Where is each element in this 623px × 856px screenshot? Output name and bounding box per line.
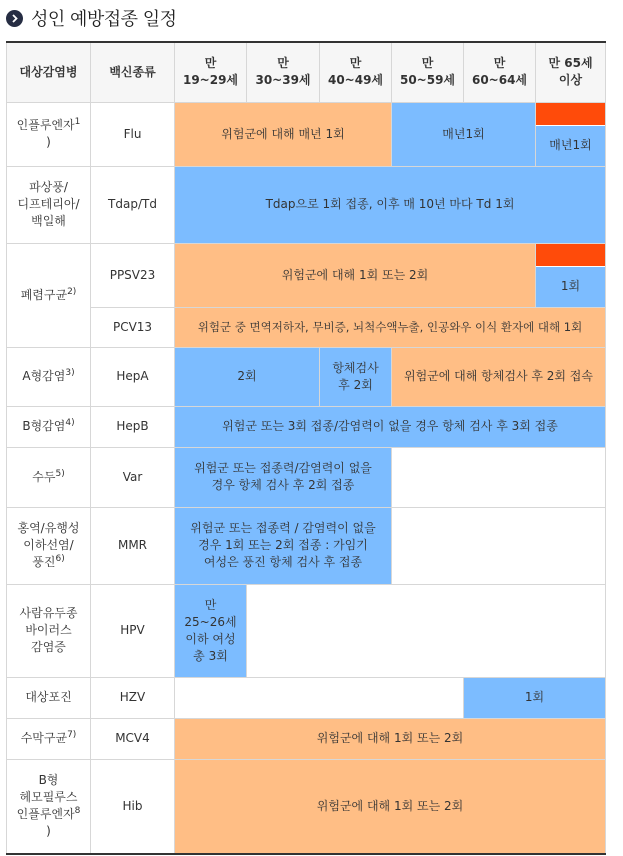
vaccine-cell: Hib [91,759,175,854]
empty-cell [247,584,606,677]
disease-cell: 인플루엔자$^1$ ) [7,102,91,166]
vaccine-cell: PCV13 [91,307,175,347]
disease-cell: 대상포진 [7,677,91,718]
empty-cell [175,677,464,718]
schedule-cell: 항체검사 후 2회 [320,347,392,406]
vaccine-cell: Tdap/Td [91,166,175,243]
schedule-cell: 2회 [175,347,320,406]
schedule-cell: 매년1회 [392,102,536,166]
title-text: 성인 예방접종 일정 [31,9,177,30]
table-row-mcv4 [7,718,606,759]
vaccine-cell: HPV [91,584,175,677]
header-vaccine: 백신종류 [91,42,175,102]
schedule-cell: 위험군에 대해 1회 또는 2회 [175,243,536,307]
disease-cell: 수막구균$^{7)}$ [7,718,91,759]
table-row-ppsv23 [7,243,606,307]
header-disease: 대상감염병 [7,42,91,102]
vaccine-cell: PPSV23 [91,243,175,307]
schedule-cell: 위험군에 대해 1회 또는 2회 [175,759,606,854]
schedule-cell: 위험군에 대해 매년 1회 [175,102,392,166]
chevron-right-icon [6,10,23,27]
header-age-30-39: 만 30~39세 [247,42,320,102]
vaccination-schedule-table [6,41,606,855]
vaccine-cell: Var [91,447,175,507]
table-row-flu [7,102,606,166]
header-age-19-29: 만 19~29세 [175,42,247,102]
page-title [6,6,177,30]
table-row-mmr [7,507,606,584]
table-row-hpv [7,584,606,677]
high-risk-marker [536,103,605,125]
vaccine-cell: HepB [91,406,175,447]
disease-cell: 폐렴구균$^{2)}$ [7,243,91,347]
empty-cell [392,447,606,507]
vaccine-cell: MMR [91,507,175,584]
high-risk-marker [536,244,605,266]
disease-cell: 홍역/유행성 이하선염/ 풍진$^{6)}$ [7,507,91,584]
disease-cell: B형감염$^{4)}$ [7,406,91,447]
table-row-hepb [7,406,606,447]
empty-cell [392,507,606,584]
schedule-cell: 위험군 또는 접종력/감염력이 없을 경우 항체 검사 후 2회 접종 [175,447,392,507]
schedule-cell: 위험군에 대해 항체검사 후 2회 접속 [392,347,606,406]
schedule-cell: 매년1회 [536,102,606,166]
header-row [7,42,606,102]
disease-cell: A형감염$^{3)}$ [7,347,91,406]
schedule-cell: 위험군에 대해 1회 또는 2회 [175,718,606,759]
vaccine-cell: MCV4 [91,718,175,759]
table-row-var [7,447,606,507]
vaccine-cell: HZV [91,677,175,718]
table-row-hzv [7,677,606,718]
schedule-cell: 위험군 또는 접종력 / 감염력이 없을 경우 1회 또는 2회 접종 : 가임기 여성은 풍진 항체 검사 후 접종 [175,507,392,584]
table-row-hib [7,759,606,854]
disease-cell: 파상풍/ 디프테리아/ 백일해 [7,166,91,243]
table-row-tdap [7,166,606,243]
schedule-cell: 위험군 중 면역저하자, 무비증, 뇌척수액누출, 인공와우 이식 환자에 대해 1회 [175,307,606,347]
schedule-cell: 만 25~26세 이하 여성 총 3회 [175,584,247,677]
schedule-cell: 1회 [536,243,606,307]
header-age-65-plus: 만 65세 이상 [536,42,606,102]
schedule-cell: Tdap으로 1회 접종, 이후 매 10년 마다 Td 1회 [175,166,606,243]
table-row-pcv13 [7,307,606,347]
disease-cell: 사람유두종 바이러스 감염증 [7,584,91,677]
header-age-50-59: 만 50~59세 [392,42,464,102]
disease-cell: B형 헤모필루스 인플루엔자$^8$ ) [7,759,91,854]
schedule-cell: 위험군 또는 3회 접종/감염력이 없을 경우 항체 검사 후 3회 접종 [175,406,606,447]
vaccine-cell: Flu [91,102,175,166]
vaccine-cell: HepA [91,347,175,406]
table-row-hepa [7,347,606,406]
disease-cell: 수두$^{5)}$ [7,447,91,507]
schedule-cell: 1회 [464,677,606,718]
header-age-40-49: 만 40~49세 [320,42,392,102]
header-age-60-64: 만 60~64세 [464,42,536,102]
